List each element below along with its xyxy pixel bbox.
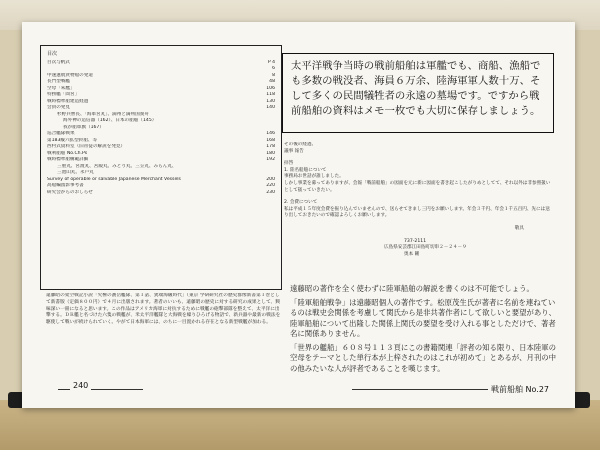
- toc-row-label: 三重丸、宮渡丸、宮殿丸、みどり丸、三笠丸、みらん丸、: [57, 163, 177, 169]
- commentary-paragraph: 「世界の艦船」６０８号１１３頁にこの書籍関連「評者の知る限り、日本陸軍の空母をテーマとした単行本が上梓されたのはこれが初めて」とあるが、月刊の中の他みたいな人が評者であることを嘆じます。: [290, 342, 557, 373]
- toc-row-page: P 4: [267, 59, 275, 65]
- toc-row-page: 130: [266, 98, 275, 104]
- quote-text: 太平洋戦争当時の戦前船舶は軍艦でも、商船、漁船でも多数の戦没者、海員６万余、陸海軍軍人数十万、そして多くの民間犠牲者の永遠の墓場です。ですから戦前船舶の資料はメモ一枚でも大切に保存しましょう。: [291, 60, 541, 117]
- toc-row-page: 180: [266, 150, 275, 156]
- letter-line: 事務局お世話が誰しました。: [284, 174, 344, 180]
- toc-row-label: 三池山丸、永戸丸: [57, 170, 94, 175]
- toc-row-page: 192: [266, 157, 275, 162]
- commentary-paragraph: 遠藤昭の著作を全く使わずに陸軍船舶の解説を書くのは不可能でしょう。: [290, 284, 534, 293]
- letter-signoff: 敬具: [514, 225, 524, 231]
- toc-row-label: 戦時標準船建造経過: [47, 98, 89, 104]
- toc-row-label: 第183級六拡型鈴船、等: [47, 137, 98, 143]
- toc-row-label: 長門型戦艦: [47, 79, 70, 84]
- toc-row-label: 戦時標準船構範詳細: [47, 157, 89, 162]
- toc-row-label: 中速運航貨物船の発還: [47, 72, 93, 78]
- letter-line: しかし事業を募ってありますが、会報「戦前船舶」の図面を元に新に図面を書き起こしたがりめとしてて、それ以外は非参照扱いとして扱っていきたい。: [284, 180, 551, 193]
- toc-row-label: 会員の発見: [47, 105, 70, 110]
- toc-row-label: 高船編図影事考書: [47, 183, 84, 188]
- quote-box: [282, 53, 554, 133]
- letter-name: 奥本 剛: [404, 251, 420, 257]
- publication-title: 戦前船舶 No.27: [488, 384, 549, 395]
- document-page: [22, 22, 575, 408]
- announcement-paragraph: 遠藤昭の架空戦記小説「究極の護岳艦隊、第１話、異端海級時代」（東京 学研研究社の歴史群像新書第１巻として新書版（定価８００円）で４月に出版されます。著者のいいも、遠藤昭の歴史に対する研究の成果として、興味深い一冊になると思います。この作品はアメリカ海軍に対抗するために戦艦の砲撃部隊を整えて、太平洋に出撃する。ＤＲ艦と名づけた六隻の戦艦が、米太平洋艦隊と大海戦を繰りひろげる物語で、新兵器や最新の戦法を駆使して戦いが続けられていく。やがて日本海軍には、のちに一目置かれる存在となる新型戦艦が加わる。: [46, 293, 281, 326]
- letter-line: その後の経過、: [284, 142, 317, 147]
- toc-row-label: 巡合艦隊戦果: [47, 131, 75, 136]
- toc-list: [47, 60, 275, 197]
- letter-line: 2. 会費について: [284, 200, 318, 206]
- table-of-contents: [40, 45, 282, 290]
- toc-row-page: 118: [266, 92, 275, 97]
- commentary-paragraph: 「陸軍船舶戦争」は遠藤昭個人の著作です。松原茂生氏が著者に名前を連ねているのは戦史会関係を考慮して関氏から是非共著作者にして欲しいと要望があり、陸軍船舶について出隆した関係上関氏の要望を受け入れる事としただけで、著者名に関係ありません。: [290, 297, 557, 338]
- announcement-text: [46, 293, 284, 373]
- toc-row-label: 西村式資料室（旧帝徒の解説を発見）: [47, 144, 126, 149]
- letter-line: 議事 報告: [284, 148, 304, 154]
- toc-row-page: 106: [266, 85, 275, 91]
- letter-line: 1. 陸名船舶について: [284, 167, 327, 173]
- toc-row-page: 146: [266, 131, 275, 136]
- letter-address: 広島県安芸郡江田島町切串２－２４－９: [384, 245, 467, 251]
- toc-row-page: 230: [266, 189, 275, 195]
- toc-row-label: 海外神の造信器（162）、日本の船舶（145）: [63, 118, 157, 123]
- toc-row-page: 178: [266, 144, 275, 149]
- toc-row-label: Survey of operable or salvable Japanese Merchant Vessels: [47, 176, 181, 182]
- letter-line: 私は平成１５年度会費を振り込んでいませんので、送らせてきまし三円をお願いします。年会３千円、年会１千五百円、先には送り出しておきたいので確認よろしくお願いします。: [284, 206, 550, 219]
- toc-row-page: 168: [266, 137, 275, 143]
- toc-row-page: 200: [266, 176, 275, 182]
- toc-row-label: 我が船軍旗（167）: [63, 124, 104, 130]
- toc-row-label: 研究会からのおしらせ: [47, 189, 93, 195]
- toc-row-page: 8: [272, 72, 275, 78]
- letter-line: 拝啓: [284, 161, 294, 167]
- toc-row-label: 特務艦「間宮」: [47, 92, 80, 97]
- toc-row-label: 空母「朱鷹」: [47, 85, 75, 91]
- commentary-text: [290, 284, 560, 384]
- toc-row-label: 戦利船舶 No.Ch.Ps: [47, 150, 88, 156]
- page-number: 240: [70, 381, 91, 390]
- toc-row-label: 目次与帆式: [47, 59, 70, 65]
- toc-row-label: 杉野兵曹長、「海軍宮丸」、満州と満州国義舟: [57, 111, 149, 117]
- toc-row-page: 48: [269, 79, 275, 84]
- toc-row-page: 140: [266, 105, 275, 110]
- letter-postal-code: 737-2111: [404, 238, 427, 244]
- toc-row-page: 6: [272, 66, 275, 71]
- toc-title: 目次: [47, 51, 58, 57]
- toc-row-page: 220: [266, 183, 275, 188]
- toc-row: [47, 190, 275, 197]
